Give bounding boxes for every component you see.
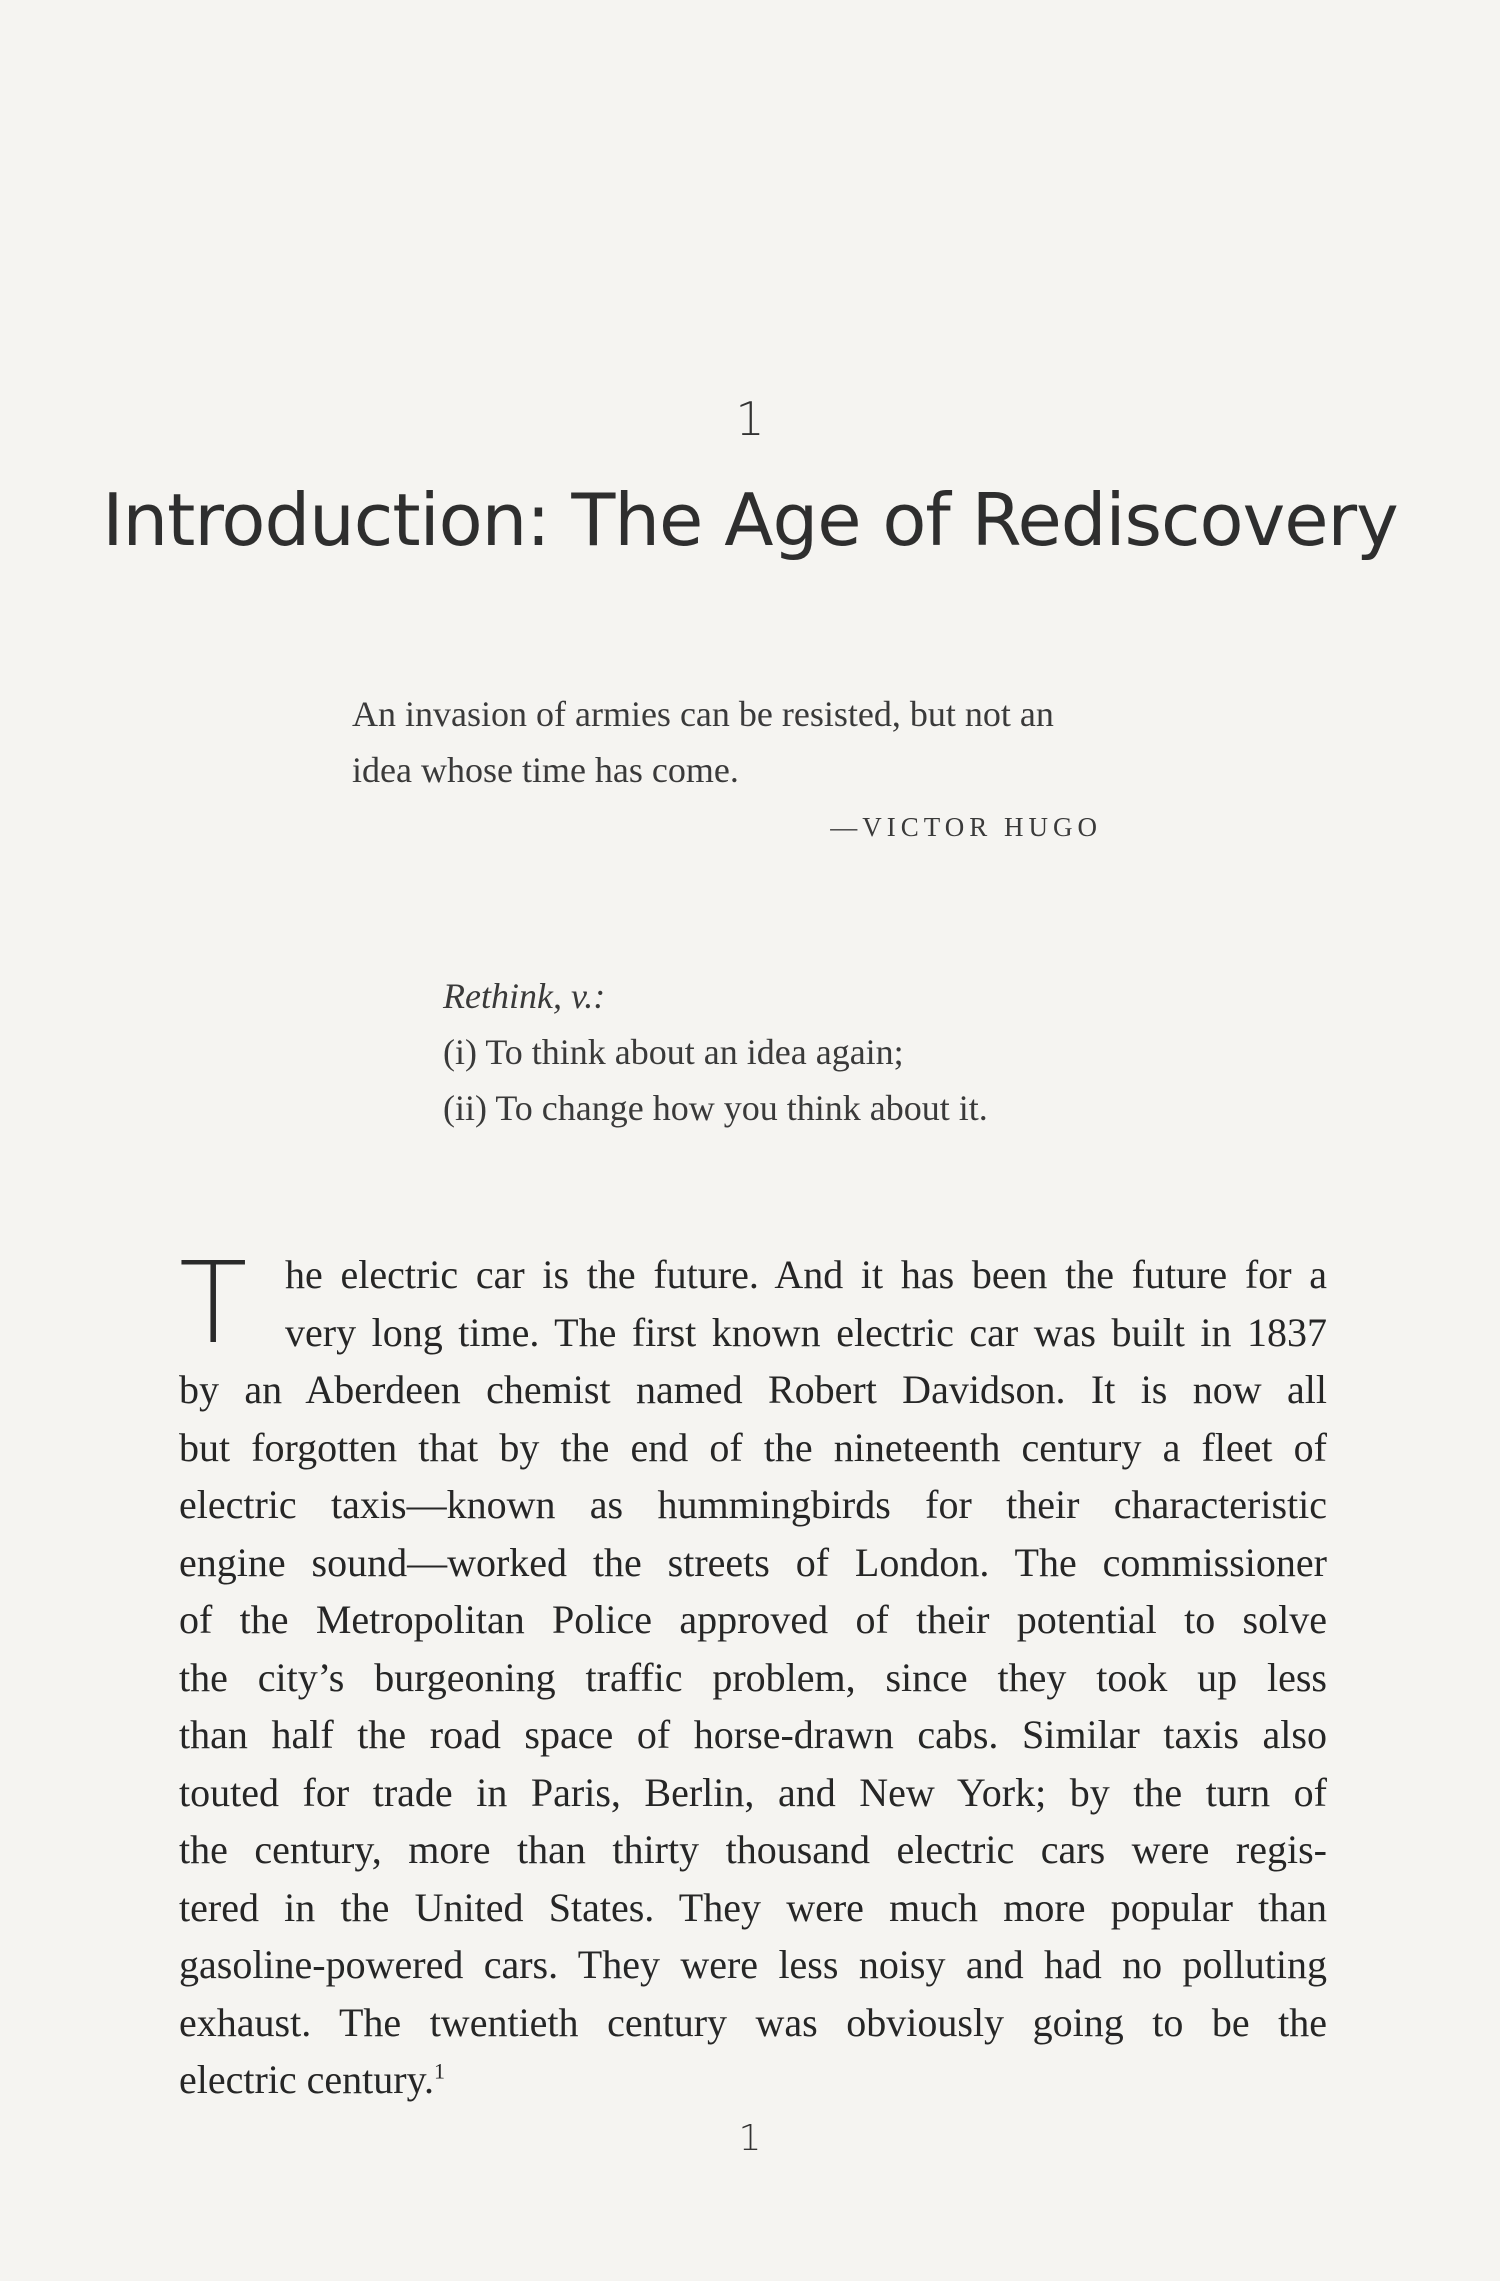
body-line: the century, more than thirty thousand electric cars were regis-	[179, 1827, 1327, 1872]
definition-sense: (ii) To change how you think about it.	[443, 1088, 988, 1128]
epigraph-line: idea whose time has come.	[352, 750, 739, 790]
body-line: engine sound—worked the streets of London. The commissioner	[179, 1539, 1327, 1585]
body-line: by an Aberdeen chemist named Robert Davidson. It is now all	[179, 1367, 1327, 1412]
epigraph-quote	[352, 686, 1172, 798]
drop-cap: T	[179, 1239, 248, 1369]
page-number: 1	[738, 2118, 762, 2159]
chapter-title: Introduction: The Age of Rediscovery	[102, 478, 1398, 562]
epigraph-line: An invasion of armies can be resisted, but not an	[352, 694, 1054, 734]
body-line: than half the road space of horse-drawn cabs. Similar taxis also	[179, 1712, 1327, 1757]
body-line: very long time. The first known electric car was built in 1837	[285, 1309, 1327, 1355]
body-line: tered in the United States. They were much more popular than	[179, 1884, 1327, 1930]
epigraph-attribution: —VICTOR HUGO	[830, 812, 1102, 842]
body-line: touted for trade in Paris, Berlin, and New York; by the turn of	[179, 1769, 1327, 1815]
body-line: gasoline-powered cars. They were less noisy and had no polluting	[179, 1942, 1327, 1987]
chapter-number: 1	[735, 392, 765, 446]
body-line: the city’s burgeoning traffic problem, since they took up less	[179, 1654, 1327, 1700]
body-paragraph	[179, 1239, 1327, 2109]
definition-sense: (i) To think about an idea again;	[443, 1032, 904, 1072]
body-line: exhaust. The twentieth century was obviously going to be the	[179, 1999, 1327, 2045]
body-line: electric taxis—known as hummingbirds for their characteristic	[179, 1482, 1327, 1527]
definition-block	[443, 968, 1243, 1136]
footnote-reference[interactable]: 1	[434, 2058, 446, 2084]
body-line-text: electric century.	[179, 2057, 435, 2102]
body-last-line	[179, 2051, 1327, 2109]
body-line: he electric car is the future. And it has been the future for a	[285, 1252, 1327, 1297]
body-line: of the Metropolitan Police approved of their potential to solve	[179, 1597, 1327, 1642]
body-line: but forgotten that by the end of the nineteenth century a fleet of	[179, 1424, 1327, 1470]
definition-term: Rethink, v.:	[443, 976, 606, 1016]
